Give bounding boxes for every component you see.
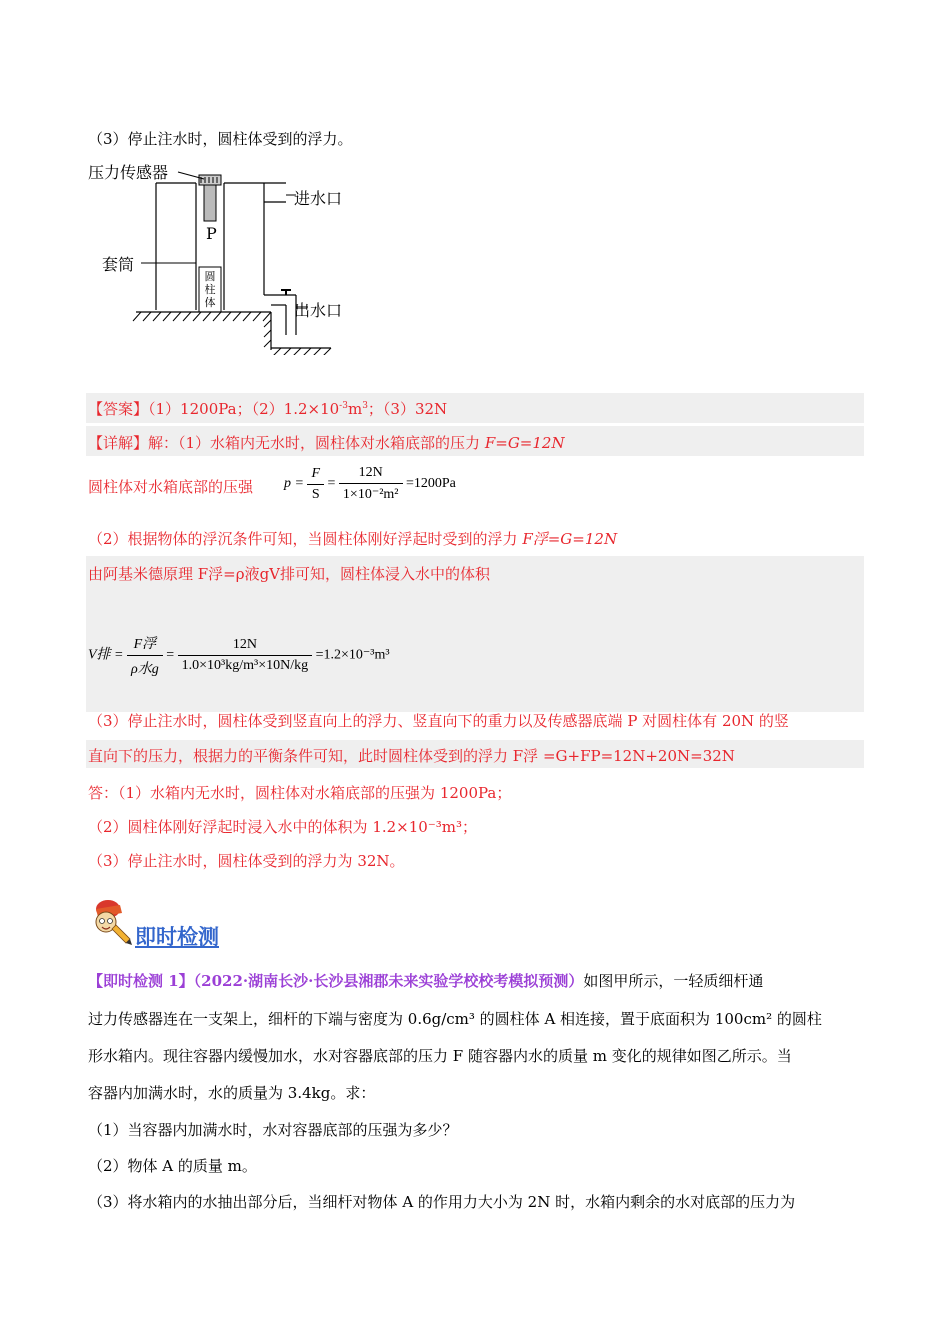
detail-line-6: 直向下的压力，根据力的平衡条件可知，此时圆柱体受到的浮力 F浮 =G+FP=12N+20N=32N [88,747,735,765]
p-label: P [206,224,217,243]
cylinder-label: 圆柱体 [204,270,216,309]
detail-line-1: 【详解】解：（1）水箱内无水时，圆柱体对水箱底部的压力 F=G=12N [88,434,565,452]
pencil-mascot-icon [86,895,134,947]
problem-question-3: （3）将水箱内的水抽出部分后，当细杆对物体 A 的作用力大小为 2N 时，水箱内剩余的水对底部的压力为 [88,1193,796,1211]
problem-line-4: 容器内加满水时，水的质量为 3.4kg。求： [88,1084,376,1102]
detail-line-4: 由阿基米德原理 F浮=ρ液gV排可知，圆柱体浸入水中的体积 [88,565,490,583]
detail-line-5: （3）停止注水时，圆柱体受到竖直向上的浮力、竖直向下的重力以及传感器底端 P 对圆柱体有 20N 的竖 [88,712,789,730]
detail-line-3: （2）根据物体的浮沉条件可知，当圆柱体刚好浮起时受到的浮力 F浮=G=12N [88,530,618,548]
problem-tag: 【即时检测 1】 [88,972,194,990]
problem-line-1: 【即时检测 1】（2022·湖南长沙·长沙县湘郡未来实验学校校考模拟预测）如图甲所示，一轻质细杆通 [88,972,764,990]
final-answer-1: 答：（1）水箱内无水时，圆柱体对水箱底部的压强为 1200Pa； [88,784,512,802]
answer-line: 【答案】（1）1200Pa；$(2)1.2\times 10^{-3}m^3$；（3）32N [88,400,448,418]
detail-tag: 【详解】 [88,434,149,452]
question-3-text: （3）停止注水时，圆柱体受到的浮力。 [88,130,353,148]
final-answer-2: （2）圆柱体刚好浮起时浸入水中的体积为 1.2×10⁻³m³； [88,818,477,836]
problem-question-2: （2）物体 A 的质量 m。 [88,1157,257,1175]
answer-tag: 【答案】 [88,400,149,418]
problem-question-1: （1）当容器内加满水时，水对容器底部的压强为多少？ [88,1121,458,1139]
sleeve-label: 套筒 [102,255,135,274]
problem-line-2: 过力传感器连在一支架上，细杆的下端与密度为 0.6g/cm³ 的圆柱体 A 相连接，置于底面积为 100cm² 的圆柱 [88,1010,822,1028]
pressure-line: 圆柱体对水箱底部的压强 [88,478,254,496]
pressure-formula: p = $\frac{F}{S}$ = $\frac{12N}{\text{1×10⁻²m²}}$ =1200Pa [284,465,456,502]
section-title: 即时检测 [135,924,219,949]
problem-line-3: 形水箱内。现往容器内缓慢加水，水对容器底部的压力 F 随容器内水的质量 m 变化的规律如图乙所示。当 [88,1047,792,1065]
volume-formula: V排 = $\frac{\text{F浮}}{\text{ρ水g}}$ = $\frac{12N}{\text{1.0×10³kg/m³×10N/kg}}$ =1.2×10⁻³m³ [88,633,390,678]
sensor-label: 压力传感器 [88,163,169,182]
pressure-sensor [199,175,221,185]
final-answer-3: （3）停止注水时，圆柱体受到的浮力为 32N。 [88,852,405,870]
inlet-label: 进水口 [294,189,343,208]
outlet-label: 出水口 [294,301,343,320]
problem-source: （2022·湖南长沙·长沙县湘郡未来实验学校校考模拟预测） [193,972,584,990]
